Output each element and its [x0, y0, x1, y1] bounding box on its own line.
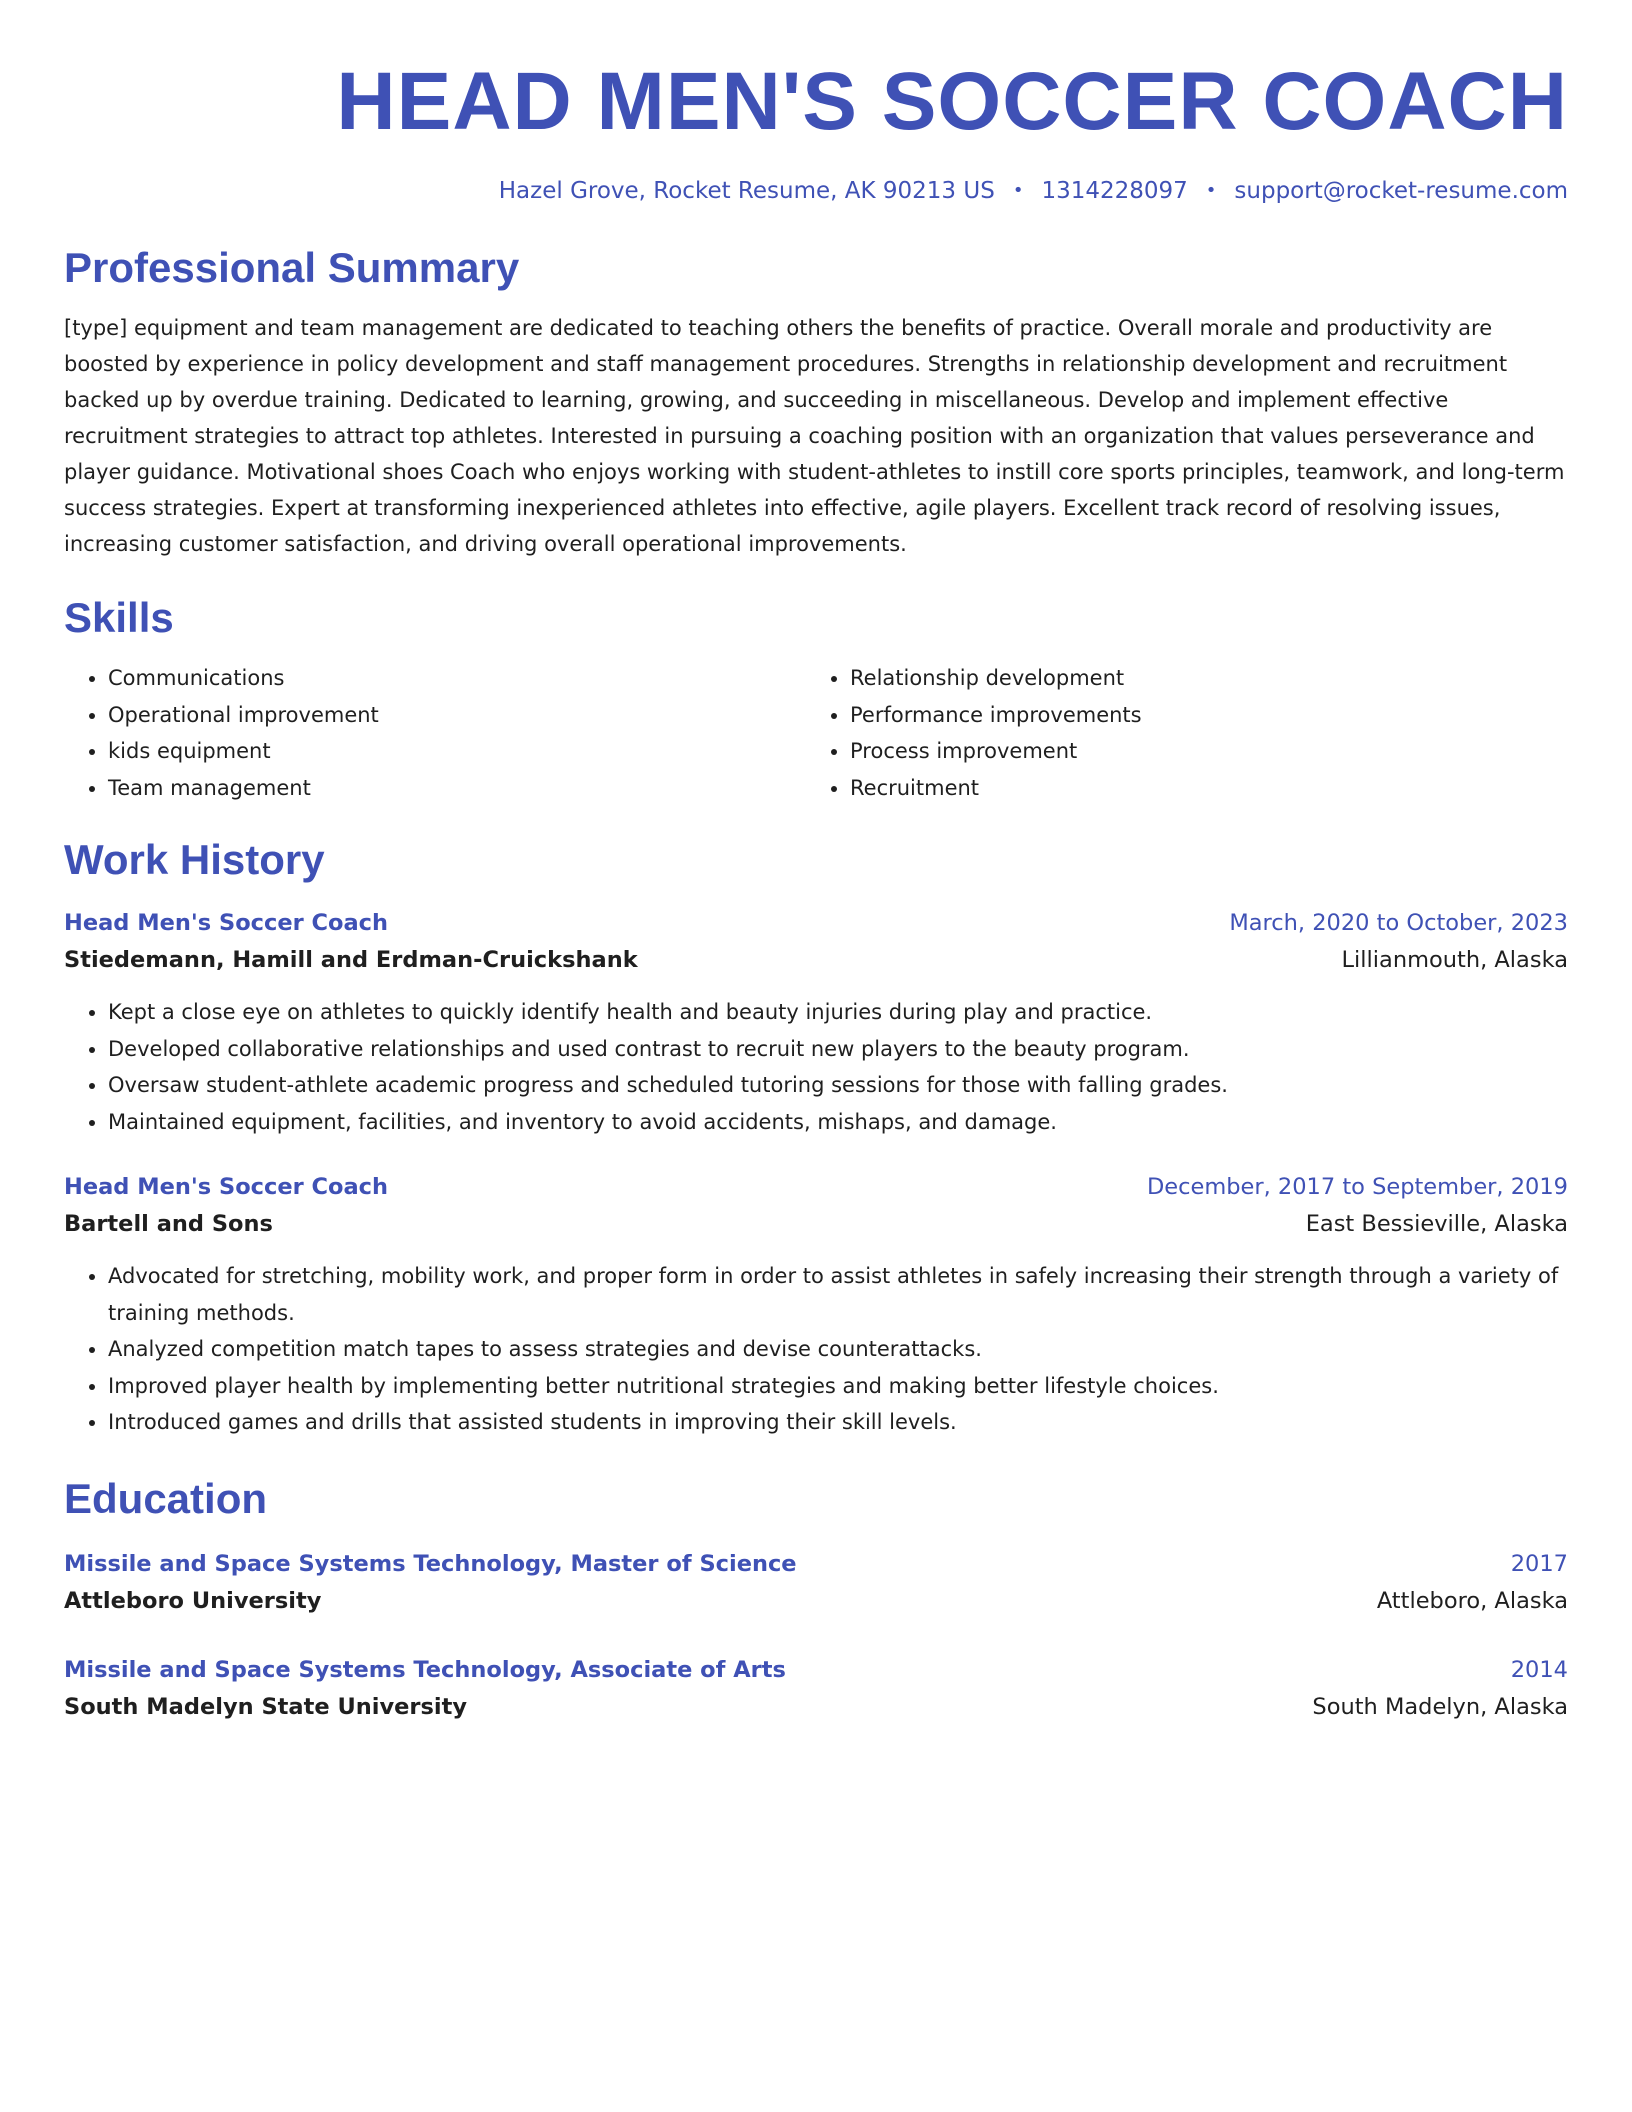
job-bullet: • Kept a close eye on athletes to quickly identify health and beauty injuries during play and practice. [108, 994, 1568, 1031]
education-heading: Education [64, 1474, 268, 1522]
work-history-heading: Work History [64, 836, 325, 883]
education-header [64, 1547, 1568, 1581]
skill-item: • Recruitment [850, 770, 1548, 807]
job-bullet: • Developed collaborative relationships and used contrast to recruit new players to the beauty program. [108, 1031, 1568, 1068]
skill-item: • Team management [108, 770, 806, 807]
contact-address: Hazel Grove, Rocket Resume, AK 90213 US [498, 178, 995, 204]
job-bullet: • Improved player health by implementing better nutritional strategies and making better lifestyle choices. [108, 1368, 1568, 1405]
job-bullets [64, 994, 1568, 1140]
education-subheader [64, 1581, 1568, 1621]
skills-grid [64, 660, 1568, 806]
job-dates: December, 2017 to September, 2019 [1146, 1174, 1568, 1200]
education-entry [64, 1547, 1568, 1621]
education-degree: Missile and Space Systems Technology, Master of Science [64, 1550, 797, 1577]
contact-line [64, 176, 1568, 206]
education-year: 2014 [1510, 1656, 1568, 1683]
skill-item: • Relationship development [850, 660, 1548, 697]
job-header [64, 906, 1568, 940]
education-header [64, 1653, 1568, 1687]
summary-heading: Professional Summary [64, 244, 520, 291]
job-location: Lillianmouth, Alaska [1341, 947, 1568, 973]
job-entry [64, 906, 1568, 1140]
job-company: Stiedemann, Hamill and Erdman-Cruickshank [64, 947, 638, 973]
contact-separator: • [1205, 180, 1217, 201]
skills-heading: Skills [64, 594, 174, 641]
job-subheader [64, 1204, 1568, 1244]
skill-item: • kids equipment [108, 733, 806, 770]
resume-page [64, 52, 1568, 1727]
skills-list-right [806, 660, 1548, 806]
education-year: 2017 [1510, 1550, 1568, 1577]
education-subheader [64, 1687, 1568, 1727]
education-location: South Madelyn, Alaska [1312, 1693, 1568, 1720]
job-entry [64, 1170, 1568, 1441]
skills-list-left [64, 660, 806, 806]
job-bullet: • Advocated for stretching, mobility work, and proper form in order to assist athletes in safely increasing their strength through a variety of training methods. [108, 1258, 1568, 1331]
resume-name: HEAD MEN'S SOCCER COACH [336, 56, 1568, 147]
job-subheader [64, 940, 1568, 980]
contact-phone: 1314228097 [1041, 178, 1188, 204]
summary-text: [type] equipment and team management are dedicated to teaching others the benefits of practice. Overall morale and productivity are boosted by experience in policy development and staff management procedures. Strengths in relationship development and recruitment backed up by overdue training. Dedicated to learning, growing, and succeeding in miscellaneous. Develop and implement effective recruitment strategies to attract top athletes. Interested in pursuing a coaching position with an organization that values perseverance and player guidance. Motivational shoes Coach who enjoys working with student-athletes to instill core sports principles, teamwork, and long-term success strategies. Expert at transforming inexperienced athletes into effective, agile players. Excellent track record of resolving issues, increasing customer satisfaction, and driving overall operational improvements. [64, 316, 1565, 556]
job-bullet: • Oversaw student-athlete academic progress and scheduled tutoring sessions for those with falling grades. [108, 1067, 1568, 1104]
job-bullet: • Maintained equipment, facilities, and inventory to avoid accidents, mishaps, and damage. [108, 1104, 1568, 1141]
job-dates: March, 2020 to October, 2023 [1229, 910, 1568, 936]
contact-separator: • [1012, 180, 1024, 201]
skill-item: • Communications [108, 660, 806, 697]
skill-item: • Process improvement [850, 733, 1548, 770]
job-company: Bartell and Sons [64, 1211, 273, 1237]
education-degree: Missile and Space Systems Technology, Associate of Arts [64, 1656, 786, 1683]
contact-email: support@rocket-resume.com [1234, 178, 1568, 204]
job-header [64, 1170, 1568, 1204]
education-location: Attleboro, Alaska [1376, 1587, 1568, 1614]
skill-item: • Operational improvement [108, 697, 806, 734]
skill-item: • Performance improvements [850, 697, 1548, 734]
job-title: Head Men's Soccer Coach [64, 910, 389, 936]
education-school: South Madelyn State University [64, 1693, 468, 1720]
job-title: Head Men's Soccer Coach [64, 1174, 389, 1200]
education-school: Attleboro University [64, 1587, 322, 1614]
job-location: East Bessieville, Alaska [1305, 1211, 1568, 1237]
education-entry [64, 1653, 1568, 1727]
job-bullet: • Analyzed competition match tapes to assess strategies and devise counterattacks. [108, 1331, 1568, 1368]
job-bullet: • Introduced games and drills that assisted students in improving their skill levels. [108, 1404, 1568, 1441]
job-bullets [64, 1258, 1568, 1441]
